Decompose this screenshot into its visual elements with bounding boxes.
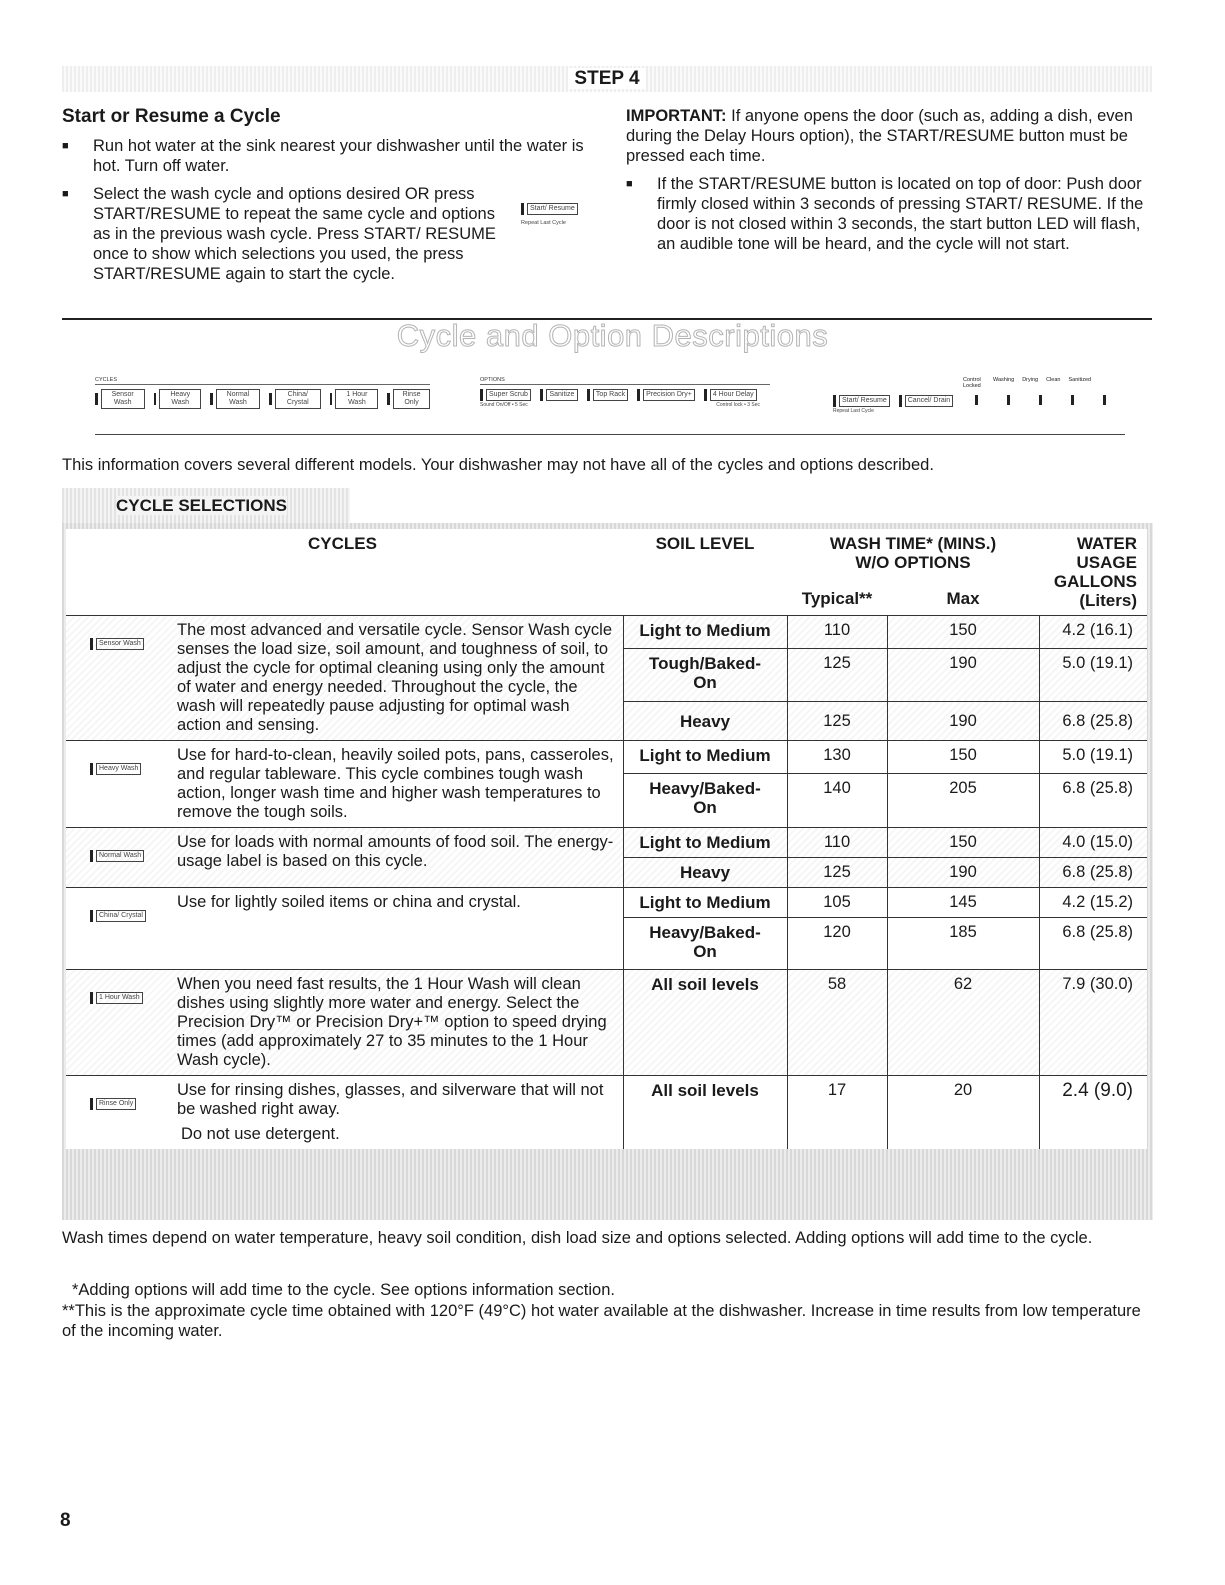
max-time: 185	[887, 918, 1039, 970]
water-usage: 5.0 (19.1)	[1039, 741, 1147, 774]
typical-time: 125	[787, 858, 887, 888]
status-label: Drying	[1022, 377, 1039, 383]
delay-button-graphic: 4 Hour Delay	[710, 389, 757, 401]
important-text: If anyone opens the door (such as, adding a dish, even during the Delay Hours option), the START/RESUME button must be pressed each time.	[626, 107, 1133, 165]
top-rack-button-graphic: Top Rack	[593, 389, 628, 401]
cycle-table	[66, 529, 1147, 1149]
typical-time: 120	[787, 918, 887, 970]
important-label: IMPORTANT:	[626, 107, 727, 125]
start-resume-heading: Start or Resume a Cycle	[62, 106, 281, 127]
one-hour-wash-button-graphic: 1 Hour Wash	[335, 389, 378, 409]
table-header-row	[66, 529, 1147, 575]
typical-time: 140	[787, 774, 887, 828]
water-usage: 6.8 (25.8)	[1039, 702, 1147, 741]
table-row	[66, 741, 1147, 774]
typical-time: 105	[787, 888, 887, 918]
soil-level: Light to Medium	[623, 616, 787, 649]
important-section	[626, 106, 1151, 262]
water-usage: 2.4 (9.0)	[1039, 1076, 1147, 1150]
soil-level: Heavy	[623, 702, 787, 741]
max-time: 145	[887, 888, 1039, 918]
start-cancel-group	[833, 391, 953, 414]
cycle-description: Sensor Wash The most advanced and versatile cycle. Sensor Wash cycle senses the load size, soil amount, and toughness of soil, to adjust the cycle for optimal cleaning using only the amount of water and energy needed. Throughout the cycle, the wash will repeatedly pause adjusting for optimal wash action and sensing.	[66, 616, 623, 741]
led-indicator	[1039, 395, 1042, 405]
soil-level: Heavy	[623, 858, 787, 888]
soil-level: Heavy/Baked-On	[623, 918, 787, 970]
max-time: 150	[887, 828, 1039, 858]
soil-level: Tough/Baked-On	[623, 648, 787, 701]
normal-wash-button-graphic: Normal Wash	[216, 389, 260, 409]
footnote-main: Wash times depend on water temperature, heavy soil condition, dish load size and options selected. Adding options will add time to the cycle.	[62, 1229, 1093, 1247]
soil-level: Light to Medium	[623, 828, 787, 858]
max-time: 20	[887, 1076, 1039, 1150]
footnote-double-star: **This is the approximate cycle time obtained with 120°F (49°C) hot water available at the dishwasher. Increase in time results from low temperature of the incoming water.	[62, 1302, 1141, 1340]
typical-time: 17	[787, 1076, 887, 1150]
table-row	[66, 828, 1147, 858]
soil-level: All soil levels	[623, 970, 787, 1076]
cycle-description: Rinse Only Use for rinsing dishes, glasses, and silverware that will not be washed right away. Do not use detergent.	[66, 1076, 623, 1150]
typical-time: 110	[787, 828, 887, 858]
status-label: Washing	[993, 377, 1015, 383]
soil-level: Light to Medium	[623, 741, 787, 774]
control-panel-diagram	[95, 377, 1125, 435]
heavy-wash-button-graphic: Heavy Wash	[96, 763, 141, 775]
water-usage: 4.2 (16.1)	[1039, 616, 1147, 649]
typical-time: 125	[787, 702, 887, 741]
typical-time: 110	[787, 616, 887, 649]
header-wash-time: WASH TIME* (MINS.) W/O OPTIONS	[829, 534, 997, 572]
page-number: 8	[60, 1510, 71, 1531]
cycle-description: China/ Crystal Use for lightly soiled items or china and crystal.	[66, 888, 623, 970]
cycle-table-frame	[62, 523, 1153, 1220]
china-crystal-button-graphic: China/ Crystal	[275, 389, 321, 409]
soil-level: All soil levels	[623, 1076, 787, 1150]
sanitize-button-graphic: Sanitize	[546, 389, 578, 401]
list-item: ■ Run hot water at the sink nearest your dishwasher until the water is hot. Turn off water.	[62, 136, 592, 176]
status-label: Clean	[1046, 377, 1061, 383]
led-indicator	[1103, 395, 1106, 405]
descriptions-title: Cycle and Option Descriptions	[396, 318, 829, 353]
footnote-star: *Adding options will add time to the cycle. See options information section.	[72, 1281, 615, 1299]
cycles-label: CYCLES	[95, 377, 430, 385]
max-time: 190	[887, 858, 1039, 888]
info-text: This information covers several different models. Your dishwasher may not have all of the cycles and options described.	[62, 456, 934, 474]
precision-dry-button-graphic: Precision Dry+	[643, 389, 695, 401]
water-usage: 6.8 (25.8)	[1039, 858, 1147, 888]
led-indicator	[1071, 395, 1074, 405]
button-caption: Repeat Last Cycle	[521, 220, 566, 226]
water-usage: 4.2 (15.2)	[1039, 888, 1147, 918]
header-water: WATER USAGE GALLONS (Liters)	[1039, 529, 1147, 616]
option-caption: Control lock • 3 Sec	[716, 402, 760, 408]
header-typical: Typical**	[787, 575, 887, 616]
list-item: ■ Select the wash cycle and options desired OR press START/RESUME to repeat the same cycle and options as in the previous wash cycle. Press START/ RESUME once to show which selections you used, the press START/RESUME again to start the cycle.	[62, 184, 592, 284]
start-resume-button-graphic: Start/ Resume	[527, 203, 578, 215]
water-usage: 6.8 (25.8)	[1039, 918, 1147, 970]
max-time: 205	[887, 774, 1039, 828]
table-row	[66, 1076, 1147, 1150]
sensor-wash-button-graphic: Sensor Wash	[96, 638, 144, 650]
step-title: STEP 4	[568, 68, 645, 89]
start-resume-list	[62, 136, 592, 284]
options-label: OPTIONS	[480, 377, 770, 385]
led-indicator	[1007, 395, 1010, 405]
rinse-only-button-graphic: Rinse Only	[96, 1098, 136, 1110]
header-max: Max	[887, 575, 1039, 616]
list-item: ■ If the START/RESUME button is located on top of door: Push door firmly closed within 3 seconds of pressing START/ RESUME. If the door is not closed within 3 seconds, the start button LED will flash, an audible tone will be heard, and the cycle will not start.	[626, 174, 1151, 254]
header-cycles: CYCLES	[66, 529, 623, 616]
start-caption: Repeat Last Cycle	[833, 408, 874, 414]
cancel-drain-button-graphic: Cancel/ Drain	[905, 395, 953, 407]
water-usage: 6.8 (25.8)	[1039, 774, 1147, 828]
rinse-only-button-graphic: Rinse Only	[393, 389, 430, 409]
max-time: 150	[887, 741, 1039, 774]
soil-level: Light to Medium	[623, 888, 787, 918]
max-time: 190	[887, 702, 1039, 741]
cycle-description: Heavy Wash Use for hard-to-clean, heavily soiled pots, pans, casseroles, and regular tableware. This cycle combines tough wash action, longer wash time and higher wash temperatures to remove the tough soils.	[66, 741, 623, 828]
table-row	[66, 888, 1147, 918]
normal-wash-button-graphic: Normal Wash	[96, 850, 144, 862]
typical-time: 130	[787, 741, 887, 774]
rinse-note: Do not use detergent.	[181, 1125, 340, 1143]
panel-rule	[95, 434, 1125, 435]
step-banner	[62, 66, 1152, 92]
start-resume-section	[62, 106, 592, 292]
max-time: 190	[887, 648, 1039, 701]
status-label: Control Locked	[963, 377, 981, 389]
status-indicators	[963, 377, 1106, 405]
cycles-group	[95, 377, 430, 409]
led-indicator	[521, 203, 524, 215]
start-resume-illustration	[521, 200, 578, 226]
start-resume-button-graphic: Start/ Resume	[839, 395, 890, 407]
option-caption: Sound On/Off • 5 Sec	[480, 402, 528, 408]
table-row	[66, 970, 1147, 1076]
typical-time: 58	[787, 970, 887, 1076]
cycle-description: Normal Wash Use for loads with normal amounts of food soil. The energy-usage label is based on this cycle.	[66, 828, 623, 888]
options-group	[480, 377, 770, 408]
china-crystal-button-graphic: China/ Crystal	[96, 910, 146, 922]
header-soil: SOIL LEVEL	[623, 529, 787, 616]
cycle-description: 1 Hour Wash When you need fast results, the 1 Hour Wash will clean dishes using slightly more water and energy. Select the Precision Dry™ or Precision Dry+™ option to speed drying times (add approximately 27 to 35 minutes to the 1 Hour Wash cycle).	[66, 970, 623, 1076]
sensor-wash-button-graphic: Sensor Wash	[101, 389, 145, 409]
heavy-wash-button-graphic: Heavy Wash	[159, 389, 201, 409]
water-usage: 7.9 (30.0)	[1039, 970, 1147, 1076]
super-scrub-button-graphic: Super Scrub	[486, 389, 531, 401]
water-usage: 5.0 (19.1)	[1039, 648, 1147, 701]
status-label: Sanitized	[1068, 377, 1092, 383]
cycle-selections-label: CYCLE SELECTIONS	[62, 488, 350, 524]
led-indicator	[975, 395, 978, 405]
soil-level: Heavy/Baked-On	[623, 774, 787, 828]
max-time: 62	[887, 970, 1039, 1076]
max-time: 150	[887, 616, 1039, 649]
one-hour-wash-button-graphic: 1 Hour Wash	[96, 992, 143, 1004]
table-row	[66, 616, 1147, 649]
typical-time: 125	[787, 648, 887, 701]
water-usage: 4.0 (15.0)	[1039, 828, 1147, 858]
